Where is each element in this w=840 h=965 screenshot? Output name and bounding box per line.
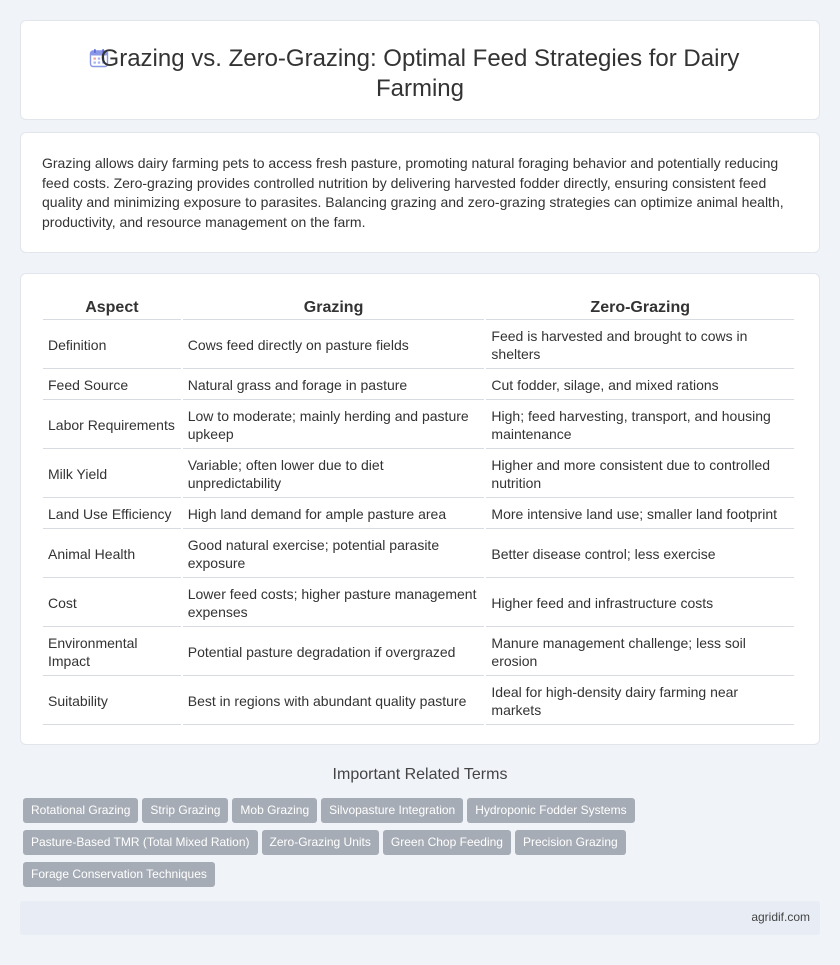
header-zero-grazing: Zero-Grazing bbox=[486, 296, 794, 320]
table-cell-aspect: Cost bbox=[43, 580, 181, 627]
related-term-tag[interactable]: Green Chop Feeding bbox=[383, 830, 511, 855]
table-row bbox=[43, 322, 794, 369]
table-cell-zero-grazing: Higher feed and infrastructure costs bbox=[486, 580, 794, 627]
comparison-card bbox=[20, 273, 820, 745]
related-term-tag[interactable]: Pasture-Based TMR (Total Mixed Ration) bbox=[23, 830, 258, 855]
table-cell-zero-grazing: Better disease control; less exercise bbox=[486, 531, 794, 578]
page-title: Grazing vs. Zero-Grazing: Optimal Feed Strategies for Dairy Farming bbox=[100, 45, 740, 102]
related-terms-list bbox=[23, 798, 643, 894]
related-term-tag[interactable]: Rotational Grazing bbox=[23, 798, 138, 823]
table-cell-aspect: Environmental Impact bbox=[43, 629, 181, 676]
table-row bbox=[43, 451, 794, 498]
table-cell-zero-grazing: High; feed harvesting, transport, and housing maintenance bbox=[486, 402, 794, 449]
header-grazing: Grazing bbox=[183, 296, 485, 320]
table-cell-grazing: Lower feed costs; higher pasture management expenses bbox=[183, 580, 485, 627]
table-cell-grazing: High land demand for ample pasture area bbox=[183, 500, 485, 529]
table-cell-zero-grazing: Ideal for high-density dairy farming near markets bbox=[486, 678, 794, 725]
table-cell-grazing: Variable; often lower due to diet unpredictability bbox=[183, 451, 485, 498]
related-term-tag[interactable]: Mob Grazing bbox=[232, 798, 317, 823]
related-term-tag[interactable]: Hydroponic Fodder Systems bbox=[467, 798, 634, 823]
related-term-tag[interactable]: Precision Grazing bbox=[515, 830, 626, 855]
table-cell-aspect: Land Use Efficiency bbox=[43, 500, 181, 529]
intro-card bbox=[20, 132, 820, 253]
table-cell-grazing: Natural grass and forage in pasture bbox=[183, 371, 485, 400]
table-header-row bbox=[43, 296, 794, 320]
table-cell-zero-grazing: Manure management challenge; less soil erosion bbox=[486, 629, 794, 676]
comparison-table bbox=[41, 294, 796, 727]
table-cell-grazing: Best in regions with abundant quality pasture bbox=[183, 678, 485, 725]
related-term-tag[interactable]: Silvopasture Integration bbox=[321, 798, 463, 823]
table-cell-aspect: Labor Requirements bbox=[43, 402, 181, 449]
table-row bbox=[43, 402, 794, 449]
table-cell-aspect: Animal Health bbox=[43, 531, 181, 578]
table-cell-grazing: Low to moderate; mainly herding and pasture upkeep bbox=[183, 402, 485, 449]
table-cell-zero-grazing: Cut fodder, silage, and mixed rations bbox=[486, 371, 794, 400]
header-card bbox=[20, 20, 820, 120]
related-terms-title: Important Related Terms bbox=[332, 766, 508, 783]
table-cell-grazing: Cows feed directly on pasture fields bbox=[183, 322, 485, 369]
table-row bbox=[43, 678, 794, 725]
table-row bbox=[43, 629, 794, 676]
footer bbox=[20, 901, 820, 935]
table-row bbox=[43, 371, 794, 400]
table-cell-aspect: Definition bbox=[43, 322, 181, 369]
related-term-tag[interactable]: Zero-Grazing Units bbox=[262, 830, 379, 855]
table-cell-aspect: Suitability bbox=[43, 678, 181, 725]
related-term-tag[interactable]: Forage Conservation Techniques bbox=[23, 862, 215, 887]
table-cell-aspect: Feed Source bbox=[43, 371, 181, 400]
intro-paragraph: Grazing allows dairy farming pets to access fresh pasture, promoting natural foraging behavior and potentially reducing feed costs. Zero-grazing provides controlled nutrition by delivering harvested fodder directly, ensuring consistent feed quality and minimizing exposure to parasites. Balancing grazing and zero-grazing strategies can optimize animal health, productivity, and resource management on the farm. bbox=[42, 155, 784, 230]
table-cell-zero-grazing: Feed is harvested and brought to cows in shelters bbox=[486, 322, 794, 369]
table-row bbox=[43, 531, 794, 578]
header-aspect: Aspect bbox=[43, 296, 181, 320]
table-cell-zero-grazing: Higher and more consistent due to controlled nutrition bbox=[486, 451, 794, 498]
table-cell-aspect: Milk Yield bbox=[43, 451, 181, 498]
related-term-tag[interactable]: Strip Grazing bbox=[142, 798, 228, 823]
table-cell-zero-grazing: More intensive land use; smaller land footprint bbox=[486, 500, 794, 529]
table-row bbox=[43, 500, 794, 529]
table-cell-grazing: Potential pasture degradation if overgrazed bbox=[183, 629, 485, 676]
table-cell-grazing: Good natural exercise; potential parasite exposure bbox=[183, 531, 485, 578]
footer-site-link[interactable]: agridif.com bbox=[751, 910, 810, 924]
table-row bbox=[43, 580, 794, 627]
